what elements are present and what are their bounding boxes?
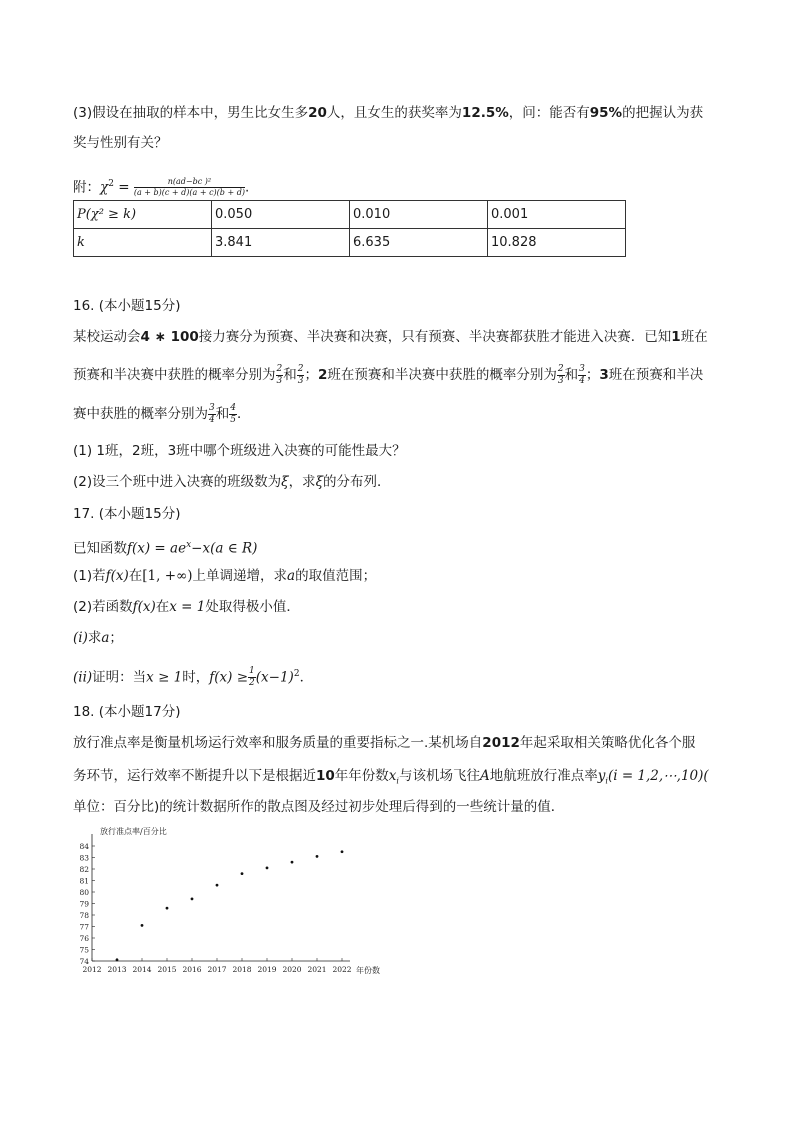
x-tick-label: 2012 xyxy=(82,965,102,974)
data-point xyxy=(266,866,269,869)
x-tick-label: 2019 xyxy=(257,965,277,974)
fraction-numerator: 3 xyxy=(209,402,215,413)
q16-line3 xyxy=(73,401,250,427)
q16-text: (2)设三个班中进入决赛的班级数为 xyxy=(73,474,282,490)
q16-text: 和 xyxy=(564,367,579,383)
table-row xyxy=(74,201,626,229)
q16-text: 班在 xyxy=(680,329,708,345)
q16-line2 xyxy=(73,362,703,388)
q15-text: 的把握认为获 xyxy=(622,105,704,121)
y-tick-label: 82 xyxy=(79,865,89,874)
formula-end: . xyxy=(244,179,250,196)
q17-text: 在 xyxy=(128,568,143,584)
q16-line1 xyxy=(73,327,708,347)
x-tick-label: 2021 xyxy=(307,965,327,974)
x-tick-label: 2017 xyxy=(207,965,227,974)
q17-var: a xyxy=(287,568,296,584)
y-tick-label: 74 xyxy=(79,957,89,966)
q16-relay: 4 ∗ 100 xyxy=(140,329,199,345)
x-tick-label: 2014 xyxy=(132,965,152,974)
q18-text: 年起采取相关策略优化各个服 xyxy=(519,735,696,751)
fraction-numerator: 4 xyxy=(230,402,236,413)
q18-var: x xyxy=(388,768,397,784)
q17-header: 17. (本小题15分) xyxy=(73,506,181,522)
chi-exponent: 2 xyxy=(108,179,114,189)
q15-part3-line1 xyxy=(73,103,703,123)
appendix-label: 附： xyxy=(73,179,100,196)
q16-text: ，求 xyxy=(288,474,316,490)
xi-symbol: ξ xyxy=(281,474,289,490)
q15-text: ，问：能否有 xyxy=(508,105,590,121)
x-tick-label: 2018 xyxy=(232,965,252,974)
q17-text: 求 xyxy=(87,630,102,646)
q18-line2 xyxy=(73,766,709,792)
q15-rate: 12.5% xyxy=(461,105,509,121)
critical-value-table xyxy=(73,200,626,257)
x-tick-label: 2020 xyxy=(282,965,302,974)
table-cell: 6.635 xyxy=(350,229,488,257)
fraction-denominator: 4 xyxy=(579,375,585,386)
q17-part2 xyxy=(73,597,300,617)
q17-sublabel: (ii) xyxy=(73,669,93,686)
q18-number: 10 xyxy=(316,768,335,784)
data-point xyxy=(116,958,119,961)
q15-text: (3)假设在抽取的样本中，男生比女生多 xyxy=(73,105,309,121)
chi-square-formula xyxy=(134,178,245,197)
scatter-plot xyxy=(70,820,390,985)
table-cell: P(χ² ≥ k) xyxy=(74,201,212,229)
fraction-denominator: 3 xyxy=(297,375,304,386)
q16-text: 赛中获胜的概率分别为 xyxy=(73,406,208,422)
fraction-denominator: 3 xyxy=(276,375,283,386)
data-point xyxy=(191,898,194,901)
q17-exponent: 2 xyxy=(293,669,300,679)
q17-text: (2)若函数 xyxy=(73,599,133,615)
q18-text: 与该机场飞往 xyxy=(398,768,480,784)
y-tick-label: 83 xyxy=(79,853,89,863)
fraction-numerator: 3 xyxy=(579,363,585,374)
q16-part2 xyxy=(73,472,391,492)
table-cell: 3.841 xyxy=(212,229,350,257)
q18-var: A xyxy=(479,768,490,784)
q17-condition: x = 1 xyxy=(169,599,206,615)
fraction-numerator: 1 xyxy=(249,666,255,676)
y-tick-label: 84 xyxy=(79,842,89,851)
q17-function: f(x) = ae xyxy=(127,540,187,557)
q17-function: −x(a ∈ R) xyxy=(191,540,258,557)
xi-symbol: ξ xyxy=(315,474,323,490)
y-tick-label: 78 xyxy=(79,911,89,920)
table-cell: 0.010 xyxy=(350,201,488,229)
q16-text: ； xyxy=(304,367,318,383)
fraction-numerator: 2 xyxy=(557,363,564,374)
q17-sublabel: (i) xyxy=(73,630,88,646)
table-cell: 0.001 xyxy=(488,201,626,229)
q17-text: 处取得极小值． xyxy=(205,599,300,615)
q17-function: f(x) xyxy=(132,599,156,615)
x-tick-label: 2022 xyxy=(332,965,352,974)
q17-function: f(x) ≥ xyxy=(209,669,249,686)
data-point xyxy=(291,861,294,864)
data-point xyxy=(141,924,144,927)
q18-line1 xyxy=(73,733,695,753)
fraction-numerator: 2 xyxy=(297,363,304,374)
data-point xyxy=(316,855,319,858)
q16-text: 班在预赛和半决 xyxy=(608,367,704,383)
q16-text: 的分布列． xyxy=(323,474,391,490)
q16-class-number: 1 xyxy=(671,329,681,345)
q17-exponent: x xyxy=(186,540,192,550)
chi-symbol: χ xyxy=(100,179,109,196)
formula-numerator: n(ad−bc )² xyxy=(134,178,245,188)
q17-text: 证明：当 xyxy=(92,669,147,686)
q17-text: 的取值范围； xyxy=(295,568,377,584)
equals-sign: = xyxy=(113,179,134,196)
fraction-denominator: 5 xyxy=(230,414,236,425)
q16-text: ； xyxy=(585,367,600,383)
x-tick-label: 2016 xyxy=(182,965,202,974)
y-tick-label: 77 xyxy=(79,922,89,932)
q17-text: (1)若 xyxy=(73,568,106,584)
q18-text: 年年份数 xyxy=(334,768,389,784)
q18-year: 2012 xyxy=(482,735,520,751)
q17-part2-ii xyxy=(73,661,313,691)
fraction-denominator: 3 xyxy=(557,375,564,386)
fraction-denominator: 2 xyxy=(249,678,255,688)
q16-text: ． xyxy=(236,406,251,422)
q18-index-range: (i = 1,2,⋯,10)( xyxy=(607,768,709,784)
table-row xyxy=(74,229,626,257)
data-point xyxy=(166,907,169,910)
q17-text: ； xyxy=(109,630,123,646)
q17-text: 在 xyxy=(155,599,170,615)
q17-function: (x−1) xyxy=(255,669,294,686)
table-cell: k xyxy=(74,229,212,257)
q18-text: 务环节，运行效率不断提升以下是根据近 xyxy=(73,768,316,784)
q18-header: 18. (本小题17分) xyxy=(73,704,181,720)
fraction xyxy=(578,365,586,386)
fraction-denominator: 4 xyxy=(209,414,215,425)
data-point xyxy=(216,884,219,887)
fraction xyxy=(229,404,237,425)
q16-text: 和 xyxy=(215,406,230,422)
y-tick-label: 79 xyxy=(79,899,89,909)
y-tick-label: 76 xyxy=(79,934,89,943)
data-point xyxy=(241,872,244,875)
q18-subscript: i xyxy=(605,776,608,786)
table-cell: 0.050 xyxy=(212,201,350,229)
q16-class-number: 2 xyxy=(317,367,328,383)
q17-condition: x ≥ 1 xyxy=(146,669,183,686)
q17-text: 上单调递增，求 xyxy=(192,568,288,584)
y-tick-label: 81 xyxy=(79,876,89,886)
q18-var: y xyxy=(597,768,606,784)
q15-number: 20 xyxy=(308,105,327,121)
q18-line3: 单位：百分比)的统计数据所作的散点图及经过初步处理后得到的一些统计量的值． xyxy=(73,799,565,815)
q17-text: ． xyxy=(299,669,314,686)
q16-text: 接力赛分为预赛、半决赛和决赛，只有预赛、半决赛都获胜才能进入决赛．已知 xyxy=(198,329,672,345)
x-axis-label: 年份数 xyxy=(356,966,380,975)
q17-text: 时， xyxy=(182,669,210,686)
q17-interval: [1, +∞) xyxy=(142,568,193,584)
q16-class-number: 3 xyxy=(599,367,609,383)
q15-text: 人，且女生的获奖率为 xyxy=(326,105,462,121)
q18-text: 放行准点率是衡量机场运行效率和服务质量的重要指标之一.某机场自 xyxy=(73,735,483,751)
q16-part1: (1) 1班，2班，3班中哪个班级进入决赛的可能性最大？ xyxy=(73,443,406,459)
q17-function: f(x) xyxy=(105,568,129,584)
x-tick-label: 2015 xyxy=(157,965,177,974)
q18-text: 地航班放行准点率 xyxy=(489,768,598,784)
q17-part1 xyxy=(73,566,376,586)
fraction xyxy=(248,667,256,688)
q18-subscript: i xyxy=(396,776,399,786)
q17-var: a xyxy=(101,630,110,646)
y-axis-label: 放行准点率/百分比 xyxy=(100,827,167,836)
fraction xyxy=(208,404,216,425)
y-tick-label: 80 xyxy=(79,888,89,897)
q15-part3-line2: 奖与性别有关？ xyxy=(73,135,168,151)
q17-line1 xyxy=(73,535,257,559)
q15-appendix-formula xyxy=(73,170,249,202)
q17-part2-i xyxy=(73,628,123,648)
q16-text: 某校运动会 xyxy=(73,329,141,345)
table-cell: 10.828 xyxy=(488,229,626,257)
formula-denominator: (a + b)(c + d)(a + c)(b + d) xyxy=(133,188,245,197)
x-tick-label: 2013 xyxy=(107,965,127,974)
data-point xyxy=(341,850,344,853)
q15-confidence: 95% xyxy=(589,105,623,121)
q16-header: 16. (本小题15分) xyxy=(73,298,181,314)
q16-text: 和 xyxy=(283,367,297,383)
q17-text: 已知函数 xyxy=(73,540,127,557)
fraction xyxy=(557,365,565,386)
y-tick-label: 75 xyxy=(79,945,89,955)
fraction-numerator: 2 xyxy=(276,363,283,374)
q16-text: 班在预赛和半决赛中获胜的概率分别为 xyxy=(327,367,557,383)
q16-text: 预赛和半决赛中获胜的概率分别为 xyxy=(73,367,276,383)
